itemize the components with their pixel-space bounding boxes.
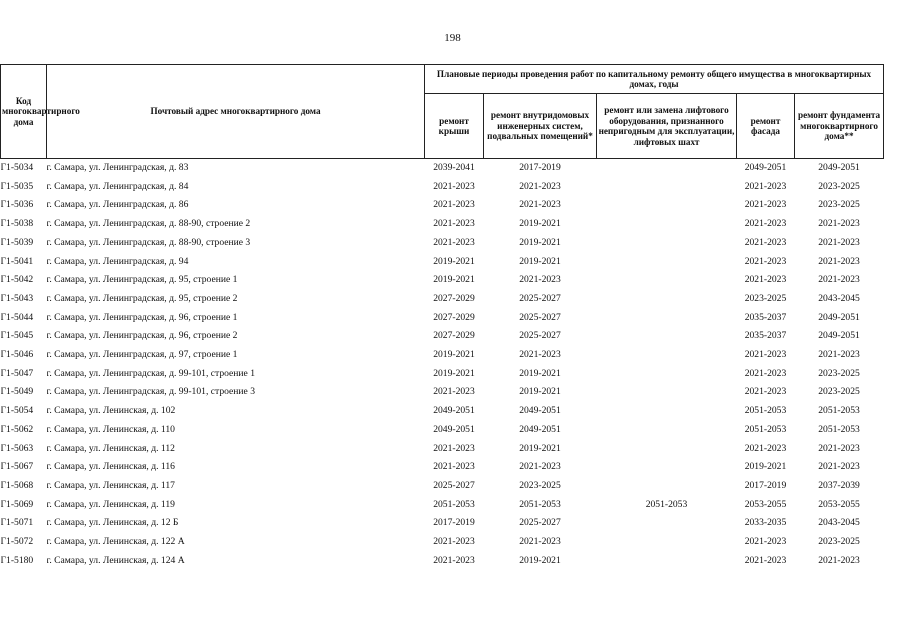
cell-foundation: 2021-2023 bbox=[818, 274, 860, 286]
cell-facade: 2049-2051 bbox=[744, 162, 787, 173]
cell-facade: 2021-2023 bbox=[744, 386, 787, 398]
cell-facade: 2019-2021 bbox=[744, 461, 787, 473]
header-address: Почтовый адрес многоквартирного дома bbox=[47, 65, 425, 159]
cell-systems: 2025-2027 bbox=[519, 330, 561, 342]
header-code: Код многоквартирного дома bbox=[1, 65, 47, 159]
cell-foundation: 2023-2025 bbox=[818, 386, 860, 398]
cell-foundation: 2021-2023 bbox=[818, 218, 860, 230]
cell-elevator bbox=[597, 234, 737, 253]
cell-elevator bbox=[597, 552, 737, 571]
cell-roof: 2021-2023 bbox=[433, 218, 475, 230]
table-row bbox=[1, 178, 884, 197]
cell-code: Г1-5054 bbox=[0, 405, 34, 417]
cell-facade: 2053-2055 bbox=[744, 498, 787, 510]
cell-roof: 2049-2051 bbox=[433, 405, 475, 417]
cell-roof: 2027-2029 bbox=[433, 292, 475, 304]
cell-roof: 2021-2023 bbox=[433, 554, 475, 566]
table-row bbox=[1, 196, 884, 215]
cell-address: г. Самара, ул. Ленинская, д. 102 bbox=[46, 405, 176, 417]
cell-systems: 2025-2027 bbox=[519, 311, 561, 323]
cell-foundation: 2021-2023 bbox=[818, 236, 860, 248]
cell-foundation: 2023-2025 bbox=[818, 199, 860, 211]
page-number: 198 bbox=[444, 32, 461, 44]
cell-elevator bbox=[597, 196, 737, 215]
cell-address: г. Самара, ул. Ленинградская, д. 88-90, строение 2 bbox=[46, 218, 251, 230]
table-row bbox=[1, 458, 884, 477]
cell-systems: 2019-2021 bbox=[519, 442, 561, 454]
cell-systems: 2021-2023 bbox=[519, 180, 561, 192]
cell-address: г. Самара, ул. Ленинградская, д. 94 bbox=[46, 255, 189, 267]
cell-elevator bbox=[597, 533, 737, 552]
cell-foundation: 2023-2025 bbox=[818, 536, 860, 548]
cell-foundation: 2021-2023 bbox=[818, 349, 860, 361]
cell-roof: 2049-2051 bbox=[433, 423, 475, 435]
cell-systems: 2025-2027 bbox=[519, 517, 561, 529]
cell-elevator bbox=[597, 458, 737, 477]
cell-systems: 2019-2021 bbox=[519, 367, 561, 379]
cell-foundation: 2043-2045 bbox=[818, 292, 860, 304]
table-row bbox=[1, 365, 884, 384]
cell-systems: 2021-2023 bbox=[519, 536, 561, 548]
cell-systems: 2021-2023 bbox=[519, 461, 561, 473]
table-row bbox=[1, 290, 884, 309]
cell-elevator bbox=[597, 271, 737, 290]
cell-systems: 2051-2053 bbox=[519, 498, 561, 510]
cell-address: г. Самара, ул. Ленинградская, д. 86 bbox=[46, 199, 189, 211]
capital-repair-table bbox=[0, 64, 884, 570]
cell-facade: 2051-2053 bbox=[744, 423, 787, 435]
cell-systems: 2019-2021 bbox=[519, 554, 561, 566]
cell-elevator: 2051-2053 bbox=[645, 498, 688, 510]
cell-code: Г1-5044 bbox=[0, 311, 34, 323]
cell-address: г. Самара, ул. Ленинградская, д. 97, строение 1 bbox=[46, 349, 238, 361]
cell-elevator bbox=[597, 365, 737, 384]
cell-facade: 2035-2037 bbox=[744, 330, 787, 342]
cell-elevator bbox=[597, 309, 737, 328]
cell-code: Г1-5046 bbox=[0, 349, 34, 361]
cell-foundation: 2051-2053 bbox=[818, 423, 860, 435]
table-row bbox=[1, 215, 884, 234]
cell-systems: 2049-2051 bbox=[519, 423, 561, 435]
cell-foundation: 2021-2023 bbox=[818, 554, 860, 566]
table-row bbox=[1, 421, 884, 440]
table-row bbox=[1, 234, 884, 253]
cell-code: Г1-5062 bbox=[0, 423, 34, 435]
cell-roof: 2021-2023 bbox=[433, 386, 475, 398]
table-row bbox=[1, 402, 884, 421]
cell-foundation: 2021-2023 bbox=[818, 255, 860, 267]
cell-roof: 2051-2053 bbox=[433, 498, 475, 510]
cell-roof: 2027-2029 bbox=[433, 311, 475, 323]
cell-address: г. Самара, ул. Ленинская, д. 110 bbox=[46, 423, 175, 435]
cell-roof: 2019-2021 bbox=[433, 349, 475, 361]
cell-address: г. Самара, ул. Ленинградская, д. 88-90, строение 3 bbox=[46, 236, 251, 248]
cell-foundation: 2051-2053 bbox=[818, 405, 860, 417]
cell-code: Г1-5036 bbox=[0, 199, 34, 211]
table-row bbox=[1, 383, 884, 402]
cell-code: Г1-5045 bbox=[0, 330, 34, 342]
cell-address: г. Самара, ул. Ленинская, д. 124 А bbox=[46, 554, 185, 566]
cell-elevator bbox=[597, 178, 737, 197]
cell-address: г. Самара, ул. Ленинская, д. 112 bbox=[46, 442, 175, 454]
cell-roof: 2021-2023 bbox=[433, 236, 475, 248]
table-row bbox=[1, 346, 884, 365]
cell-systems: 2019-2021 bbox=[519, 218, 561, 230]
cell-facade: 2021-2023 bbox=[744, 274, 787, 286]
cell-roof: 2021-2023 bbox=[433, 461, 475, 473]
cell-facade: 2021-2023 bbox=[744, 367, 787, 379]
cell-elevator bbox=[597, 346, 737, 365]
cell-code: Г1-5063 bbox=[0, 442, 34, 454]
table-row bbox=[1, 253, 884, 272]
table-row bbox=[1, 533, 884, 552]
header-facade: ремонт фасада bbox=[737, 94, 795, 159]
cell-address: г. Самара, ул. Ленинская, д. 116 bbox=[46, 461, 175, 473]
cell-elevator bbox=[597, 421, 737, 440]
cell-elevator bbox=[597, 159, 737, 178]
header-periods-group: Плановые периоды проведения работ по капитальному ремонту общего имущества в многоквартирных домах, годы bbox=[425, 65, 884, 94]
cell-systems: 2019-2021 bbox=[519, 236, 561, 248]
cell-code: Г1-5068 bbox=[0, 479, 34, 491]
cell-address: г. Самара, ул. Ленинградская, д. 95, строение 1 bbox=[46, 274, 238, 286]
cell-systems: 2019-2021 bbox=[519, 255, 561, 267]
cell-address: г. Самара, ул. Ленинская, д. 119 bbox=[46, 498, 175, 510]
cell-facade: 2021-2023 bbox=[744, 554, 787, 566]
cell-address: г. Самара, ул. Ленинградская, д. 96, строение 2 bbox=[46, 330, 238, 342]
cell-roof: 2025-2027 bbox=[433, 479, 475, 491]
cell-code: Г1-5071 bbox=[0, 517, 34, 529]
cell-foundation: 2023-2025 bbox=[818, 180, 860, 192]
cell-code: Г1-5069 bbox=[0, 498, 34, 510]
table-row bbox=[1, 159, 884, 178]
cell-elevator bbox=[597, 253, 737, 272]
cell-foundation: 2049-2051 bbox=[818, 330, 860, 342]
cell-address: г. Самара, ул. Ленинская, д. 122 А bbox=[46, 536, 185, 548]
table-row bbox=[1, 440, 884, 459]
cell-roof: 2019-2021 bbox=[433, 274, 475, 286]
cell-code: Г1-5049 bbox=[0, 386, 34, 398]
cell-roof: 2019-2021 bbox=[433, 367, 475, 379]
cell-foundation: 2049-2051 bbox=[818, 162, 860, 173]
cell-address: г. Самара, ул. Ленинградская, д. 95, строение 2 bbox=[46, 292, 238, 304]
cell-code: Г1-5067 bbox=[0, 461, 34, 473]
cell-roof: 2039-2041 bbox=[433, 162, 475, 173]
cell-elevator bbox=[597, 402, 737, 421]
cell-facade: 2033-2035 bbox=[744, 517, 787, 529]
cell-systems: 2019-2021 bbox=[519, 386, 561, 398]
cell-address: г. Самара, ул. Ленинградская, д. 99-101, строение 3 bbox=[46, 386, 256, 398]
cell-address: г. Самара, ул. Ленинградская, д. 83 bbox=[46, 162, 189, 173]
table-row bbox=[1, 477, 884, 496]
table-row bbox=[1, 496, 884, 515]
cell-systems: 2023-2025 bbox=[519, 479, 561, 491]
cell-foundation: 2023-2025 bbox=[818, 367, 860, 379]
cell-code: Г1-5035 bbox=[0, 180, 34, 192]
cell-roof: 2017-2019 bbox=[433, 517, 475, 529]
cell-facade: 2021-2023 bbox=[744, 218, 787, 230]
cell-facade: 2021-2023 bbox=[744, 349, 787, 361]
cell-elevator bbox=[597, 477, 737, 496]
cell-roof: 2021-2023 bbox=[433, 199, 475, 211]
cell-foundation: 2021-2023 bbox=[818, 442, 860, 454]
cell-facade: 2021-2023 bbox=[744, 199, 787, 211]
cell-facade: 2021-2023 bbox=[744, 180, 787, 192]
cell-facade: 2021-2023 bbox=[744, 442, 787, 454]
cell-elevator bbox=[597, 327, 737, 346]
cell-code: Г1-5047 bbox=[0, 367, 34, 379]
cell-facade: 2021-2023 bbox=[744, 536, 787, 548]
cell-code: Г1-5043 bbox=[0, 292, 34, 304]
header-roof: ремонт крыши bbox=[425, 94, 484, 159]
cell-code: Г1-5041 bbox=[0, 255, 34, 267]
cell-code: Г1-5042 bbox=[0, 274, 34, 286]
cell-code: Г1-5034 bbox=[0, 162, 34, 173]
cell-foundation: 2049-2051 bbox=[818, 311, 860, 323]
cell-facade: 2035-2037 bbox=[744, 311, 787, 323]
cell-foundation: 2037-2039 bbox=[818, 479, 860, 491]
cell-facade: 2021-2023 bbox=[744, 236, 787, 248]
cell-elevator bbox=[597, 383, 737, 402]
cell-code: Г1-5072 bbox=[0, 536, 34, 548]
cell-roof: 2021-2023 bbox=[433, 536, 475, 548]
header-foundation: ремонт фундамента многоквартирного дома** bbox=[795, 94, 884, 159]
cell-address: г. Самара, ул. Ленинградская, д. 96, строение 1 bbox=[46, 311, 238, 323]
table-row bbox=[1, 271, 884, 290]
cell-address: г. Самара, ул. Ленинградская, д. 99-101, строение 1 bbox=[46, 367, 256, 379]
cell-elevator bbox=[597, 290, 737, 309]
header-elevator: ремонт или замена лифтового оборудования, признанного непригодным для эксплуатации, лифтовых шахт bbox=[597, 94, 737, 159]
table-row bbox=[1, 552, 884, 571]
cell-address: г. Самара, ул. Ленинградская, д. 84 bbox=[46, 180, 189, 192]
cell-roof: 2021-2023 bbox=[433, 180, 475, 192]
cell-facade: 2017-2019 bbox=[744, 479, 787, 491]
cell-roof: 2021-2023 bbox=[433, 442, 475, 454]
cell-facade: 2051-2053 bbox=[744, 405, 787, 417]
cell-elevator bbox=[597, 514, 737, 533]
header-systems: ремонт внутридомовых инженерных систем, подвальных помещений* bbox=[484, 94, 597, 159]
cell-systems: 2021-2023 bbox=[519, 274, 561, 286]
cell-systems: 2025-2027 bbox=[519, 292, 561, 304]
table-row bbox=[1, 514, 884, 533]
cell-code: Г1-5039 bbox=[0, 236, 34, 248]
cell-facade: 2023-2025 bbox=[744, 292, 787, 304]
cell-address: г. Самара, ул. Ленинская, д. 117 bbox=[46, 479, 175, 491]
cell-facade: 2021-2023 bbox=[744, 255, 787, 267]
cell-elevator bbox=[597, 215, 737, 234]
cell-systems: 2021-2023 bbox=[519, 199, 561, 211]
cell-elevator bbox=[597, 440, 737, 459]
cell-address: г. Самара, ул. Ленинская, д. 12 Б bbox=[46, 517, 179, 529]
cell-foundation: 2053-2055 bbox=[818, 498, 860, 510]
cell-systems: 2021-2023 bbox=[519, 349, 561, 361]
cell-code: Г1-5038 bbox=[0, 218, 34, 230]
table-row bbox=[1, 309, 884, 328]
table-row bbox=[1, 327, 884, 346]
cell-foundation: 2021-2023 bbox=[818, 461, 860, 473]
cell-systems: 2049-2051 bbox=[519, 405, 561, 417]
cell-roof: 2019-2021 bbox=[433, 255, 475, 267]
cell-foundation: 2043-2045 bbox=[818, 517, 860, 529]
cell-systems: 2017-2019 bbox=[519, 162, 561, 173]
cell-roof: 2027-2029 bbox=[433, 330, 475, 342]
cell-code: Г1-5180 bbox=[0, 554, 34, 566]
